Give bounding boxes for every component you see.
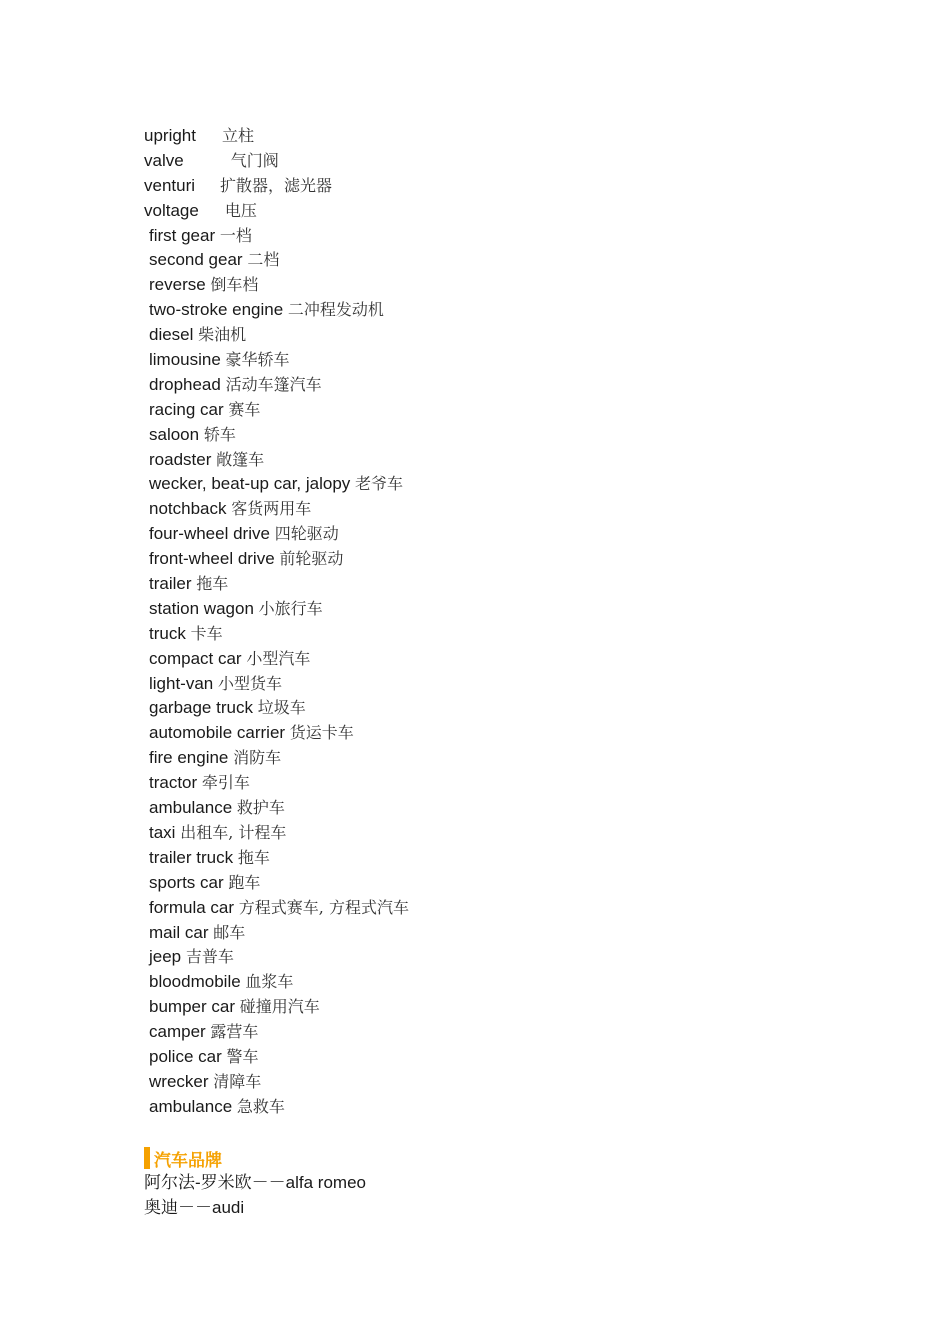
english-term: bloodmobile [149, 972, 241, 992]
english-term: limousine [149, 350, 221, 370]
english-term: trailer [149, 574, 192, 594]
heading-accent-bar [144, 1147, 150, 1169]
vocab-entry [144, 373, 844, 398]
english-term: diesel [149, 325, 194, 345]
vocab-entry [144, 995, 844, 1020]
chinese-term: 拖车 [196, 574, 229, 594]
chinese-term: 电压 [224, 200, 257, 220]
vocab-entry [144, 199, 844, 224]
english-term: racing car [149, 399, 224, 419]
vocab-entry [144, 1095, 844, 1120]
chinese-term: 轿车 [203, 424, 236, 444]
vocab-entry [144, 572, 844, 597]
brand-item: 奥迪－－audi [144, 1198, 245, 1217]
chinese-term: 血浆车 [245, 972, 294, 992]
vocab-entry [144, 771, 844, 796]
vocab-entry [144, 746, 844, 771]
english-term: mail car [149, 922, 209, 942]
chinese-term: 气门阀 [230, 150, 279, 170]
vocab-entry [144, 323, 844, 348]
vocabulary-list [144, 124, 844, 1120]
section-heading [144, 1146, 222, 1170]
chinese-term: 吉普车 [185, 947, 234, 967]
brand-list [144, 1170, 366, 1220]
chinese-term: 二冲程发动机 [287, 300, 384, 320]
english-term: trailer truck [149, 847, 234, 867]
vocab-entry [144, 871, 844, 896]
vocab-entry [144, 796, 844, 821]
vocab-entry [144, 896, 844, 921]
english-term: sports car [149, 872, 224, 892]
vocab-entry [144, 597, 844, 622]
vocab-entry [144, 721, 844, 746]
english-term: venturi [144, 175, 196, 195]
chinese-term: 赛车 [228, 399, 261, 419]
chinese-term: 立柱 [221, 126, 254, 145]
chinese-term: 二档 [247, 250, 280, 270]
english-term: voltage [144, 200, 199, 220]
chinese-term: 警车 [226, 1046, 259, 1066]
chinese-term: 跑车 [228, 872, 261, 892]
english-term: light-van [149, 673, 214, 693]
vocab-entry [144, 497, 844, 522]
chinese-term: 货运卡车 [289, 723, 354, 743]
vocab-entry [144, 298, 844, 323]
chinese-term: 牵引车 [201, 773, 250, 793]
chinese-term: 一档 [219, 225, 252, 245]
chinese-term: 扩散器，滤光器 [220, 175, 333, 195]
vocab-entry [144, 149, 844, 174]
chinese-term: 方程式赛车, 方程式汽车 [238, 897, 409, 917]
chinese-term: 豪华轿车 [225, 350, 290, 370]
chinese-term: 露营车 [210, 1022, 259, 1042]
english-term: ambulance [149, 798, 233, 818]
vocab-entry [144, 472, 844, 497]
english-term: jeep [149, 947, 182, 967]
chinese-term: 拖车 [237, 847, 270, 867]
chinese-term: 小型汽车 [246, 648, 311, 668]
chinese-term: 倒车档 [210, 275, 259, 295]
vocab-entry [144, 622, 844, 647]
english-term: two-stroke engine [149, 300, 284, 320]
chinese-term: 客货两用车 [231, 499, 312, 519]
english-term: station wagon [149, 598, 254, 618]
vocab-entry [144, 647, 844, 672]
vocab-entry [144, 248, 844, 273]
vocab-entry [144, 423, 844, 448]
chinese-term: 前轮驱动 [279, 549, 344, 569]
english-term: notchback [149, 499, 227, 519]
vocab-entry [144, 945, 844, 970]
chinese-term: 柴油机 [198, 325, 247, 345]
chinese-term: 碰撞用汽车 [239, 997, 320, 1017]
english-term: first gear [149, 225, 216, 245]
vocab-entry [144, 124, 844, 149]
english-term: saloon [149, 424, 200, 444]
chinese-term: 卡车 [190, 623, 223, 643]
english-term: four-wheel drive [149, 524, 270, 544]
english-term: truck [149, 623, 186, 643]
brand-item: 阿尔法-罗米欧－－alfa romeo [144, 1173, 366, 1192]
vocab-entry [144, 547, 844, 572]
english-term: taxi [149, 822, 176, 842]
vocab-entry [144, 970, 844, 995]
vocab-entry [144, 1020, 844, 1045]
english-term: wrecker [149, 1071, 209, 1091]
vocab-entry [144, 398, 844, 423]
vocab-entry [144, 846, 844, 871]
english-term: roadster [149, 449, 212, 469]
english-term: compact car [149, 648, 242, 668]
english-term: automobile carrier [149, 723, 286, 743]
english-term: valve [144, 150, 184, 170]
vocab-entry [144, 1045, 844, 1070]
vocab-entry [144, 348, 844, 373]
chinese-term: 急救车 [236, 1096, 285, 1116]
english-term: second gear [149, 250, 243, 270]
english-term: camper [149, 1022, 206, 1042]
english-term: wecker, beat-up car, jalopy [149, 474, 351, 494]
english-term: garbage truck [149, 698, 253, 718]
english-term: ambulance [149, 1096, 233, 1116]
chinese-term: 小旅行车 [258, 598, 323, 618]
english-term: upright [144, 126, 196, 145]
english-term: bumper car [149, 997, 235, 1017]
vocab-entries [144, 224, 844, 1120]
chinese-term: 出租车, 计程车 [180, 822, 287, 842]
chinese-term: 垃圾车 [257, 698, 306, 718]
chinese-term: 老爷车 [355, 474, 404, 494]
vocab-entry [144, 696, 844, 721]
english-term: fire engine [149, 748, 229, 768]
chinese-term: 活动车篷汽车 [225, 374, 322, 394]
english-term: formula car [149, 897, 235, 917]
chinese-term: 四轮驱动 [274, 524, 339, 544]
chinese-term: 救护车 [236, 798, 285, 818]
vocab-entry [144, 672, 844, 697]
vocab-entry [144, 224, 844, 249]
english-term: front-wheel drive [149, 549, 275, 569]
vocab-entry [144, 821, 844, 846]
vocab-entry [144, 522, 844, 547]
chinese-term: 消防车 [233, 748, 282, 768]
english-term: drophead [149, 374, 221, 394]
vocab-entry [144, 448, 844, 473]
vocab-entry [144, 174, 844, 199]
english-term: reverse [149, 275, 206, 295]
english-term: tractor [149, 773, 198, 793]
english-term: police car [149, 1046, 222, 1066]
vocab-entry [144, 1070, 844, 1095]
chinese-term: 邮车 [213, 922, 246, 942]
chinese-term: 敞篷车 [216, 449, 265, 469]
chinese-term: 清障车 [213, 1071, 262, 1091]
vocab-entry [144, 921, 844, 946]
section-title: 汽车品牌 [154, 1150, 222, 1171]
vocab-entry [144, 273, 844, 298]
chinese-term: 小型货车 [218, 673, 283, 693]
